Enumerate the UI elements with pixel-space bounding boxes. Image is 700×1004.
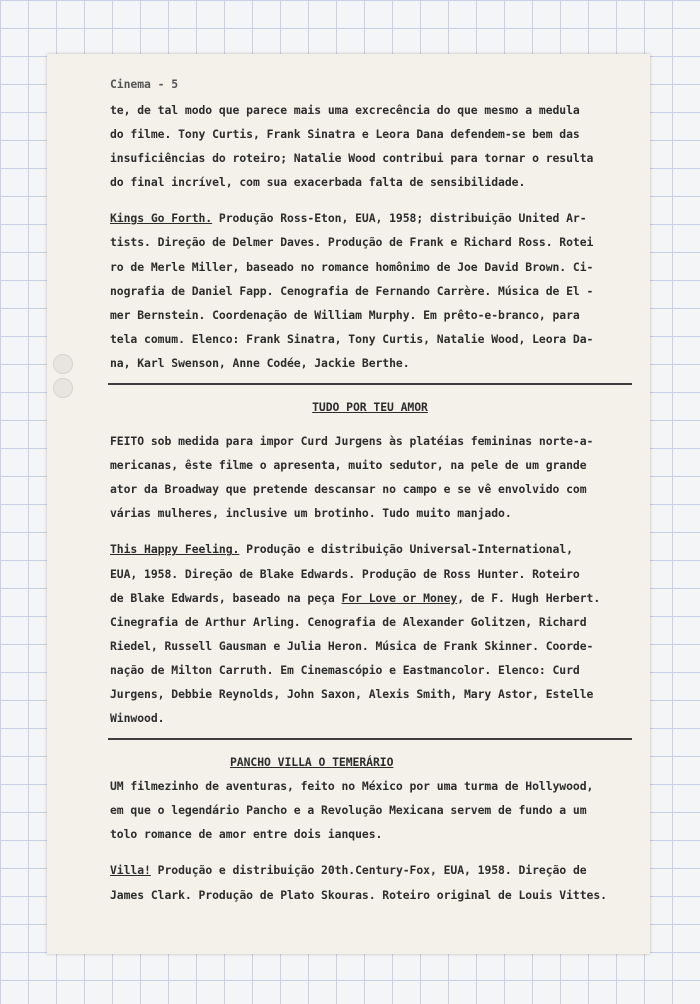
punch-hole-icon [53, 378, 73, 398]
credits-line: Winwood. [110, 711, 165, 726]
section-title: TUDO POR TEU AMOR [312, 400, 428, 415]
credits-line: na, Karl Swenson, Anne Codée, Jackie Berthe. [110, 355, 410, 370]
credits-text: Produção Ross-Eton, EUA, 1958; distribuição United Ar- [212, 211, 587, 226]
credits-line [110, 858, 630, 882]
credits-line: de Blake Edwards, baseado na peça For Love or Money, de F. Hugh Herbert. [110, 590, 601, 605]
credits-line: Jurgens, Debbie Reynolds, John Saxon, Alexis Smith, Mary Astor, Estelle [110, 686, 594, 701]
section-divider [108, 738, 632, 740]
text-line: ator da Broadway que pretende descansar no campo e se vê envolvido com [110, 482, 587, 497]
credits-line: tela comum. Elenco: Frank Sinatra, Tony Curtis, Natalie Wood, Leora Da- [110, 331, 594, 346]
section-title: PANCHO VILLA O TEMERÁRIO [230, 755, 394, 770]
punch-hole-icon [53, 354, 73, 374]
credits-line: Riedel, Russell Gausman e Julia Heron. Música de Frank Skinner. Coorde- [110, 638, 594, 653]
credits-line: nação de Milton Carruth. Em Cinemascópio e Eastmancolor. Elenco: Curd [110, 662, 580, 677]
credits-text: Produção e distribuição Universal-International, [239, 542, 573, 557]
credits-line: nografia de Daniel Fapp. Cenografia de Fernando Carrère. Música de El - [110, 283, 594, 298]
credits-line: EUA, 1958. Direção de Blake Edwards. Produção de Ross Hunter. Roteiro [110, 566, 580, 581]
credits-line [110, 537, 630, 561]
text-line: em que o legendário Pancho e a Revolução Mexicana servem de fundo a um [110, 803, 587, 818]
credits-line [110, 206, 630, 230]
typewritten-page [47, 54, 650, 954]
film-title: This Happy Feeling. [110, 542, 240, 557]
credits-line: mer Bernstein. Coordenação de William Murphy. Em prêto-e-branco, para [110, 307, 580, 322]
credits-line: James Clark. Produção de Plato Skouras. Roteiro original de Louis Vittes. [110, 887, 607, 902]
credits-line: ro de Merle Miller, baseado no romance homônimo de Joe David Brown. Ci- [110, 259, 594, 274]
film-title: Villa! [110, 863, 151, 878]
section-divider [108, 383, 632, 385]
play-title: For Love or Money [341, 590, 458, 605]
text-line: mericanas, êste filme o apresenta, muito sedutor, na pele de um grande [110, 458, 587, 473]
page-header: Cinema - 5 [110, 77, 179, 91]
text-line: FEITO sob medida para impor Curd Jurgens às platéias femininas norte-a- [110, 434, 594, 449]
text-line: várias mulheres, inclusive um brotinho. Tudo muito manjado. [110, 506, 512, 521]
text-line: te, de tal modo que parece mais uma excrecência do que mesmo a medula [110, 103, 580, 117]
page-content [110, 72, 630, 907]
text-line: insuficiências do roteiro; Natalie Wood contribui para tornar o resulta [110, 151, 594, 166]
text-line: do final incrível, com sua exacerbada falta de sensibilidade. [110, 175, 526, 190]
text-line: UM filmezinho de aventuras, feito no México por uma turma de Hollywood, [110, 779, 594, 794]
credits-text: Produção e distribuição 20th.Century-Fox, EUA, 1958. Direção de [150, 863, 587, 878]
text-line: do filme. Tony Curtis, Frank Sinatra e Leora Dana defendem-se bem das [110, 127, 580, 142]
text-line: tolo romance de amor entre dois ianques. [110, 827, 383, 842]
film-title: Kings Go Forth. [110, 211, 213, 226]
credits-line: tists. Direção de Delmer Daves. Produção de Frank e Richard Ross. Rotei [110, 235, 594, 250]
credits-line: Cinegrafia de Arthur Arling. Cenografia de Alexander Golitzen, Richard [110, 614, 587, 629]
